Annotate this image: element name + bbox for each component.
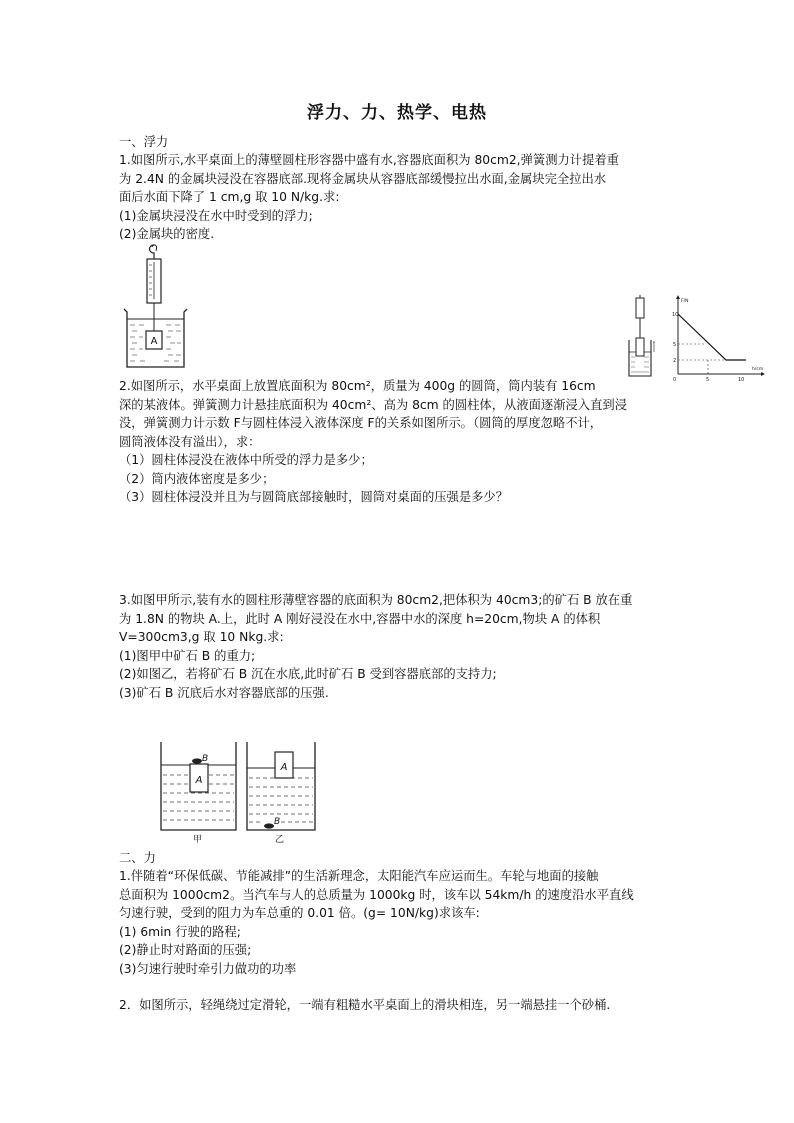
- section-heading-buoyancy: 一、浮力: [119, 135, 169, 149]
- cylinder-apparatus-figure: [624, 294, 666, 380]
- ore-b-label-left: B: [202, 754, 209, 764]
- question-line: (1)图甲中矿石 B 的重力;: [119, 648, 256, 663]
- question-line: V=300cm3,g 取 10 Nkg.求:: [119, 630, 284, 644]
- spring-scale-beaker-figure: [118, 243, 198, 373]
- question-line: 1.如图所示,水平桌面上的薄壁圆柱形容器中盛有水,容器底面积为 80cm2,弹簧测力计提着重: [119, 153, 619, 167]
- block-a-label-right: A: [280, 762, 288, 773]
- graph-ytick: 10: [672, 312, 679, 318]
- graph-xlabel: h/cm: [752, 367, 764, 372]
- question-line: （3）圆柱体浸没并且为与圆筒底部接触时，圆筒对桌面的压强是多少？: [119, 490, 509, 504]
- question-line: 匀速行驶，受到的阻力为车总重的 0.01 倍。(g= 10N/kg)求该车:: [119, 906, 480, 920]
- question-line: 深的某液体。弹簧测力计悬挂底面积为 40cm²、高为 8cm 的圆柱体，从液面逐渐浸入直到浸: [119, 397, 627, 412]
- question-line: 面后水面下降了 1 cm,g 取 10 N/kg.求:: [119, 190, 340, 204]
- graph-ytick: 5: [673, 342, 677, 348]
- graph-ytick: 2: [673, 358, 677, 364]
- question-line: 2.如图所示，水平桌面上放置底面积为 80cm²，质量为 400g 的圆筒，筒内装有 16cm: [119, 379, 596, 393]
- question-line: （2）筒内液体密度是多少；: [119, 471, 275, 486]
- question-line: （1）圆柱体浸没在液体中所受的浮力是多少；: [119, 453, 373, 467]
- question-line: (3)矿石 B 沉底后水对容器底部的压强.: [119, 685, 329, 700]
- question-line: (3)匀速行驶时牵引力做功的功率: [119, 961, 297, 976]
- question-line: 为 2.4N 的金属块浸没在容器底部.现将金属块从容器底部缓慢拉出水面,金属块完全拉出水: [119, 171, 607, 186]
- block-a-label-left: A: [195, 775, 203, 786]
- graph-xtick: 10: [738, 377, 745, 383]
- force-depth-graph: [668, 294, 768, 384]
- question-line: (2)金属块的密度.: [119, 227, 215, 241]
- graph-ylabel: F/N: [681, 299, 689, 304]
- ore-b-label-right: B: [274, 817, 281, 827]
- question-line: 为 1.8N 的物块 A.上，此时 A 刚好浸没在水中,容器中水的深度 h=20cm,物块 A 的体积: [119, 611, 601, 626]
- question-line: (2)静止时对路面的压强;: [119, 943, 252, 957]
- question-line: 1.伴随着“环保低碳、节能减排”的生活新理念，太阳能汽车应运而生。车轮与地面的接触: [119, 869, 599, 883]
- graph-xtick: 5: [706, 377, 710, 383]
- question-line: (2)如图乙，若将矿石 B 沉在水底,此时矿石 B 受到容器底部的支持力;: [119, 667, 497, 681]
- question-line: 圆筒液体没有溢出），求：: [119, 434, 261, 449]
- section-heading-force: 二、力: [119, 851, 156, 865]
- question-line: (1) 6min 行驶的路程;: [119, 924, 241, 939]
- block-a-label: A: [150, 336, 158, 347]
- ore-b-right: [264, 823, 274, 828]
- figure-caption-left: 甲: [193, 835, 203, 845]
- graph-data-line: [678, 314, 746, 360]
- question-line: 3.如图甲所示,装有水的圆柱形薄壁容器的底面积为 80cm2,把体积为 40cm3;的矿石 B 放在重: [119, 593, 633, 607]
- graph-origin: 0: [673, 377, 677, 383]
- two-containers-figure: [155, 738, 325, 850]
- question-line: (1)金属块浸没在水中时受到的浮力;: [119, 208, 313, 223]
- question-line: 没，弹簧测力计示数 F与圆柱体浸入液体深度 F的关系如图所示。（圆筒的厚度忽略不计，: [119, 416, 603, 430]
- question-2-force: 2．如图所示，轻绳绕过定滑轮，一端有粗糙水平桌面上的滑块相连，另一端悬挂一个砂桶.: [119, 998, 611, 1012]
- figure-caption-right: 乙: [275, 835, 285, 845]
- page-title: 浮力、力、热学、电热: [307, 103, 487, 123]
- question-line: 总面积为 1000cm2。当汽车与人的总质量为 1000kg 时，该车以 54km/h 的速度沿水平直线: [119, 887, 634, 902]
- ore-b-left: [192, 758, 202, 763]
